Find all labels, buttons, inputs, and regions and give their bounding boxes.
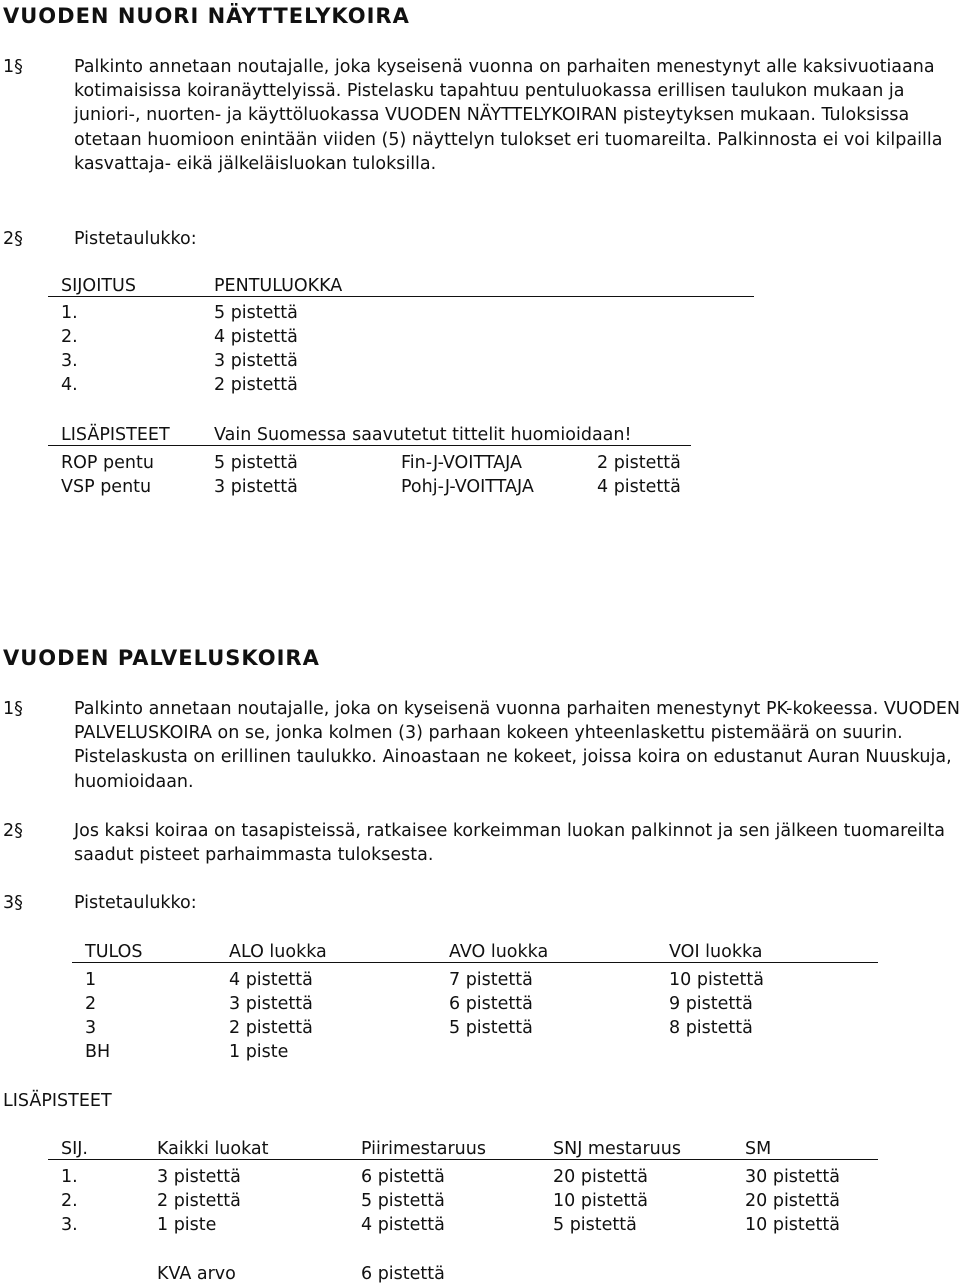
- header-underline: [72, 962, 878, 963]
- section-title: VUODEN PALVELUSKOIRA: [3, 646, 320, 670]
- table-cell: 5 pistettä: [449, 1018, 533, 1038]
- table-cell: 5 pistettä: [553, 1215, 637, 1235]
- table-cell: VSP pentu: [61, 477, 152, 497]
- table-cell: 3: [85, 1018, 97, 1038]
- table-cell: 3.: [61, 1215, 78, 1235]
- table-cell: 6 pistettä: [361, 1167, 445, 1187]
- table-cell: 2: [85, 994, 97, 1014]
- table-cell: 4 pistettä: [361, 1215, 445, 1235]
- table-cell: 2 pistettä: [597, 453, 681, 473]
- table-header: TULOS: [85, 942, 143, 962]
- table-cell: Fin-J-VOITTAJA: [401, 453, 522, 473]
- table-cell: 6 pistettä: [449, 994, 533, 1014]
- table-cell: 10 pistettä: [553, 1191, 648, 1211]
- table-cell: 20 pistettä: [553, 1167, 648, 1187]
- table-header: SIJOITUS: [61, 276, 136, 296]
- extra-points-note: Vain Suomessa saavutetut tittelit huomioidaan!: [214, 425, 632, 445]
- extra-points-label: LISÄPISTEET: [61, 425, 170, 445]
- table-cell: 2.: [61, 327, 78, 347]
- header-underline: [48, 296, 754, 297]
- table-header: SIJ.: [61, 1139, 88, 1159]
- table-cell: 3 pistettä: [157, 1167, 241, 1187]
- table-cell: 2 pistettä: [157, 1191, 241, 1211]
- kva-label: KVA arvo: [157, 1264, 236, 1284]
- kva-value: 6 pistettä: [361, 1264, 445, 1284]
- header-underline: [48, 1159, 878, 1160]
- table-header: VOI luokka: [669, 942, 763, 962]
- table-cell: 1: [85, 970, 97, 990]
- table-cell: 3 pistettä: [214, 477, 298, 497]
- paragraph-text: Palkinto annetaan noutajalle, joka on kyseisenä vuonna parhaiten menestynyt PK-kokeessa. VUODEN PALVELUSKOIRA on se, jonka kolmen (3) parhaan kokeen yhteenlaskettu pistemäärä on suurin. Pistelaskusta on erillinen taulukko. Ainoastaan ne kokeet, joissa koira on edustanut Auran Nuuskuja, huomioidaan.: [74, 699, 960, 792]
- table-cell: 5 pistettä: [214, 303, 298, 323]
- table-cell: 1 piste: [157, 1215, 217, 1235]
- table-cell: 10 pistettä: [745, 1215, 840, 1235]
- paragraph-number: 1§: [3, 699, 23, 719]
- section-title: VUODEN NUORI NÄYTTELYKOIRA: [3, 4, 410, 28]
- table-cell: 4 pistettä: [229, 970, 313, 990]
- table-header: AVO luokka: [449, 942, 549, 962]
- table-cell: ROP pentu: [61, 453, 154, 473]
- table-cell: 7 pistettä: [449, 970, 533, 990]
- table-header: PENTULUOKKA: [214, 276, 343, 296]
- paragraph-number: 1§: [3, 57, 23, 77]
- table-cell: 4.: [61, 375, 78, 395]
- extra-points-label: LISÄPISTEET: [3, 1091, 112, 1111]
- header-underline: [48, 445, 691, 446]
- table-cell: 1.: [61, 1167, 78, 1187]
- table-cell: 2 pistettä: [229, 1018, 313, 1038]
- paragraph-text: Jos kaksi koiraa on tasapisteissä, ratkaisee korkeimman luokan palkinnot ja sen jälkeen tuomareilta saadut pisteet parhaimmasta tuloksesta.: [74, 821, 945, 866]
- table-cell: 10 pistettä: [669, 970, 764, 990]
- table-cell: 8 pistettä: [669, 1018, 753, 1038]
- table-cell: Pohj-J-VOITTAJA: [401, 477, 534, 497]
- table-header: ALO luokka: [229, 942, 327, 962]
- table-cell: BH: [85, 1042, 111, 1062]
- paragraph-number: 2§: [3, 229, 23, 249]
- table-header: Kaikki luokat: [157, 1139, 269, 1159]
- table-cell: 9 pistettä: [669, 994, 753, 1014]
- table-cell: 3 pistettä: [214, 351, 298, 371]
- table-cell: 30 pistettä: [745, 1167, 840, 1187]
- paragraph-number: 2§: [3, 821, 23, 841]
- table-cell: 2 pistettä: [214, 375, 298, 395]
- table-cell: 5 pistettä: [214, 453, 298, 473]
- table-cell: 2.: [61, 1191, 78, 1211]
- table-cell: 1 piste: [229, 1042, 289, 1062]
- paragraph-text: Palkinto annetaan noutajalle, joka kyseisenä vuonna on parhaiten menestynyt alle kaksivuotiaana kotimaisissa koiranäyttelyissä. Pistelasku tapahtuu pentuluokassa erillisen taulukon mukaan ja juniori-, nuorten- ja käyttöluokassa VUODEN NÄYTTELYKOIRAN pisteytyksen mukaan. Tuloksissa otetaan huomioon enintään viiden (5) näyttelyn tulokset eri tuomareilta. Palkinnosta ei voi kilpailla kasvattaja- eikä jälkeläisluokan tuloksilla.: [74, 57, 943, 174]
- table-cell: 4 pistettä: [597, 477, 681, 497]
- table-header: SM: [745, 1139, 772, 1159]
- table-header: Piirimestaruus: [361, 1139, 486, 1159]
- table-cell: 5 pistettä: [361, 1191, 445, 1211]
- paragraph-text: Pistetaulukko:: [74, 893, 197, 913]
- paragraph-number: 3§: [3, 893, 23, 913]
- table-cell: 3.: [61, 351, 78, 371]
- table-header: SNJ mestaruus: [553, 1139, 681, 1159]
- paragraph-text: Pistetaulukko:: [74, 229, 197, 249]
- table-cell: 4 pistettä: [214, 327, 298, 347]
- table-cell: 3 pistettä: [229, 994, 313, 1014]
- table-cell: 20 pistettä: [745, 1191, 840, 1211]
- table-cell: 1.: [61, 303, 78, 323]
